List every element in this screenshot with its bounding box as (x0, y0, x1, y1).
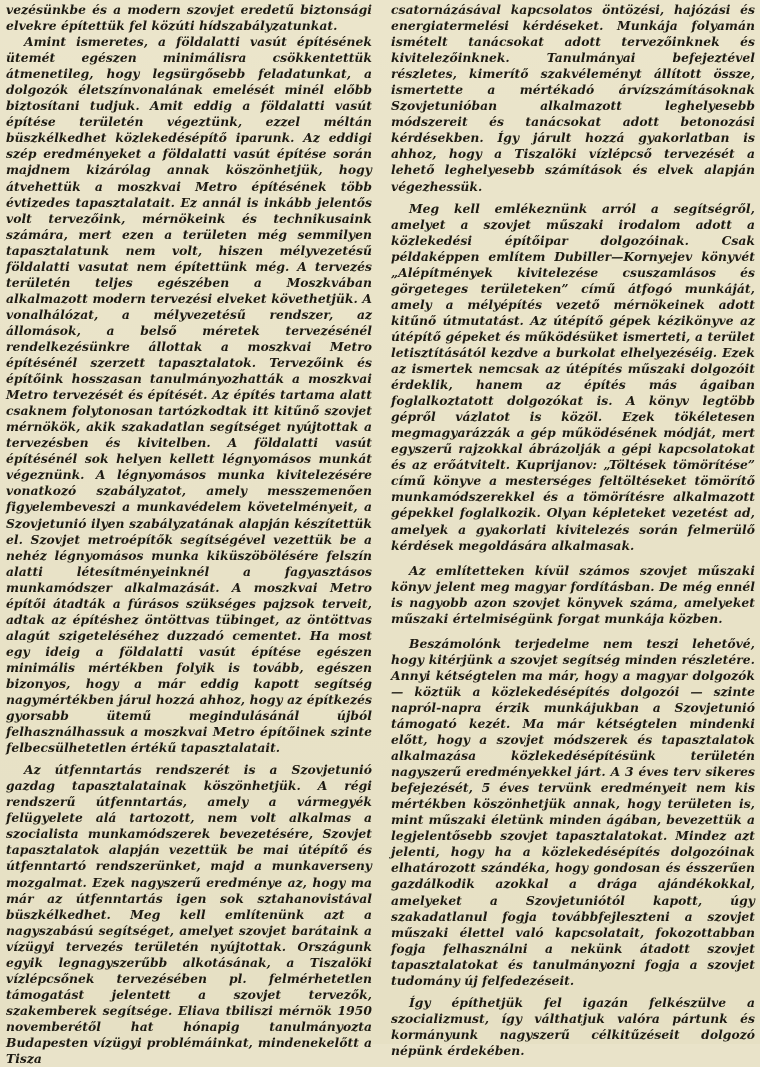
paragraph: csatornázásával kapcsolatos öntözési, hajózási és energiatermelési kérdéseket. Munkája folyamán ismételt tanácsokat adott tervezőinknek és kivitelezőinknek. Tanulmányai befejeztével részletes, kimerítő szakvéleményt állított össze, ismertette a mértékadó árvízszámításoknak Szovjetunióban alkalmazott leghelyesebb módszereit és tanácsokat adott betonozási kérdésekben. Így járult hozzá gyakorlatban is ahhoz, hogy a Tiszalöki vízlépcső tervezését a lehető leghelyesebb számítások és elvek alapján végezhessük. (391, 2, 755, 194)
paragraph: Az említetteken kívül számos szovjet műszaki könyv jelent meg magyar fordításban. De még ennél is nagyobb azon szovjet könyvek száma, amelyeket műszaki értelmiségünk forgat munkája közben. (391, 562, 755, 626)
paragraph: Az útfenntartás rendszerét is a Szovjetunió gazdag tapasztalatainak köszönhetjük. A régi rendszerű útfenntartás, amely a vármegyék felügyelete alá tartozott, nem volt alkalmas a szocialista munkamódszerek bevezetésére, Szovjet tapasztalatok alapján vezettük be mai útépítő és útfenntartó rendszerünket, majd a munkaverseny mozgalmat. Ezek nagyszerű eredménye az, hogy ma már az útfenntartás igen sok sztahanovistával büszkélkedhet. Meg kell említenünk azt a nagyszabású segítséget, amelyet szovjet barátaink a vízügyi tervezés területén nyújtottak. Országunk egyik legnagyszerűbb alkotásának, a Tiszalöki vízlépcsőnek tervezésében pl. felmérhetetlen támogatást jelentett a szovjet tervezők, szakemberek segítsége. Eliava tbiliszi mérnök 1950 novemberétől hat hónapig tanulmányozta Budapesten vízügyi problémáinkat, mindenekelőtt a Tisza (6, 762, 372, 1067)
paragraph: Beszámolónk terjedelme nem teszi lehetővé, hogy kitérjünk a szovjet segítség minden részletére. Annyi kétségtelen ma már, hogy a magyar dolgozók — köztük a közlekedésépítés dolgozói — szinte napról-napra érzik munkájukban a Szovjetunió támogató kezét. Ma már kétségtelen mindenki előtt, hogy a szovjet módszerek és tapasztalatok alkalmazása közlekedésépítésünk területén nagyszerű eredményekkel járt. A 3 éves terv sikeres befejezését, 5 éves tervünk eredményeit nem kis mértékben köszönhetjük annak, hogy területen is, mint műszaki életünk minden ágában, bevezettük a legjelentősebb szovjet tapasztalatokat. Mindez azt jelenti, hogy ha a közlekedésépítés dolgozóinak elhatározott szándéka, hogy gondosan és ésszerűen gazdálkodik azokkal a drága ajándékokkal, amelyeket a Szovjetuniótól kapott, úgy szakadatlanul fogja továbbfejleszteni a szovjet műszaki élettel való kapcsolatait, fokozottabban fogja felhasználni a nekünk átadott szovjet tapasztalatokat és tanulmányozni fogja a szovjet tudomány új felfedezéseit. (391, 635, 755, 988)
paragraph: Amint ismeretes, a földalatti vasút építésének ütemét egészen minimálisra csökkentettük átmenetileg, hogy legsürgősebb feladatunkat, a dolgozók életszínvonalának emelését minél előbb biztosítani tudjuk. Amit eddig a földalatti vasút építése területén végeztünk, ezzel méltán büszkélkedhet közlekedésépítő iparunk. Az eddigi szép eredményeket a földalatti vasút építése során majdnem kizárólag annak köszönhetjük, hogy átvehettük a moszkvai Metro építésének több évtizedes tapasztalatait. Ez annál is inkább jelentős volt tervezőink, mérnökeink és technikusaink számára, mert ezen a területen még semmilyen tapasztalatunk nem volt, hiszen mélyvezetésű földalatti vasutat nem építettünk még. A tervezés területén teljes egészében a Moszkvában alkalmazott modern tervezési elveket követhetjük. A vonalhálózat, a mélyvezetésű rendszer, az állomások, a belső méretek tervezésénél rendelkezésünkre állottak a moszkvai Metro építésénél szerzett tapasztalatok. Tervezőink és építőink hosszasan tanulmányozhatták a moszkvai Metro tervezését és építését. Az építés tartama alatt csaknem folytonosan tartózkodtak itt kitűnő szovjet mérnökök, akik szakadatlan segítséget nyújtottak a tervezésben és kivitelben. A földalatti vasút építésénél sok helyen kellett légnyomásos munkát végeznünk. A légnyomásos munka kivitelezésére vonatkozó szabályzatot, amely messzemenően figyelembeveszi a munkavédelem követelményeit, a Szovjetunió ilyen szabályzatának alapján készítettük el. Szovjet metroépítők segítségével vezettük be a nehéz légnyomásos munka kiküszöbölésére felszín alatti létesítményeinknél a fagyasztásos munkamódszer alkalmazását. A moszkvai Metro építői átadták a fúrásos szükséges pajzsok terveit, adtak az építéshez öntöttvas tübinget, az öntöttvas alagút szigeteléséhez duzzadó cementet. Ha most egy ideig a földalatti vasút építése egészen minimális mértékben folyik is tovább, egészen bizonyos, hogy a már eddig kapott segítség nagymértékben járul hozzá ahhoz, hogy az építkezés gyorsabb ütemű megindulásánál újból felhasználhassuk a moszkvai Metro építőinek szinte felbecsülhetetlen értékű tapasztalatait. (6, 34, 372, 756)
paragraph: Így építhetjük fel igazán felkészülve a szocializmust, így válthatjuk valóra pártunk és kormányunk nagyszerű célkitűzéseit dolgozó népünk érdekében. (391, 994, 755, 1058)
paragraph: Meg kell emlékeznünk arról a segítségről, amelyet a szovjet műszaki irodalom adott a közlekedési építőipar dolgozóinak. Csak példaképpen említem Dubiller—Kornyejev könyvét „Alépítmények kivitelezése csuszamlásos és görgeteges területeken” című átfogó munkáját, amely a mélyépítés vezető mérnökeinek adott kitűnő útmutatást. Az útépítő gépek kézikönyve az útépítő gépeket és működésüket ismerteti, a terület letisztításától kezdve a burkolat elhelyezéséig. Ezek az ismertek nemcsak az útépítés műszaki dolgozóit érdeklik, hanem az építés más ágaiban foglalkoztatott dolgozókat is. A könyv legtöbb gépről vázlatot is közöl. Ezek tökéletesen megmagyarázzák a gép működésének módját, mert egyszerű rajzokkal ábrázolják a gépi kapcsolatokat és az erőátvitelt. Kuprijanov: „Töltések tömörítése” című könyve a mesterséges feltöltéseket tömörítő munkamódszerekkel és a tömörítésre alkalmazott gépekkel foglalkozik. Olyan képleteket vezetést ad, amelyek a gyakorlati kivitelezés során felmerülő kérdések megoldására alkalmasak. (391, 200, 755, 553)
left-column (6, 2, 372, 1067)
paragraph: vezésünkbe és a modern szovjet eredetű biztonsági elvekre építettük fel közúti hídszabályzatunkat. (6, 2, 372, 34)
right-column (391, 2, 755, 1059)
